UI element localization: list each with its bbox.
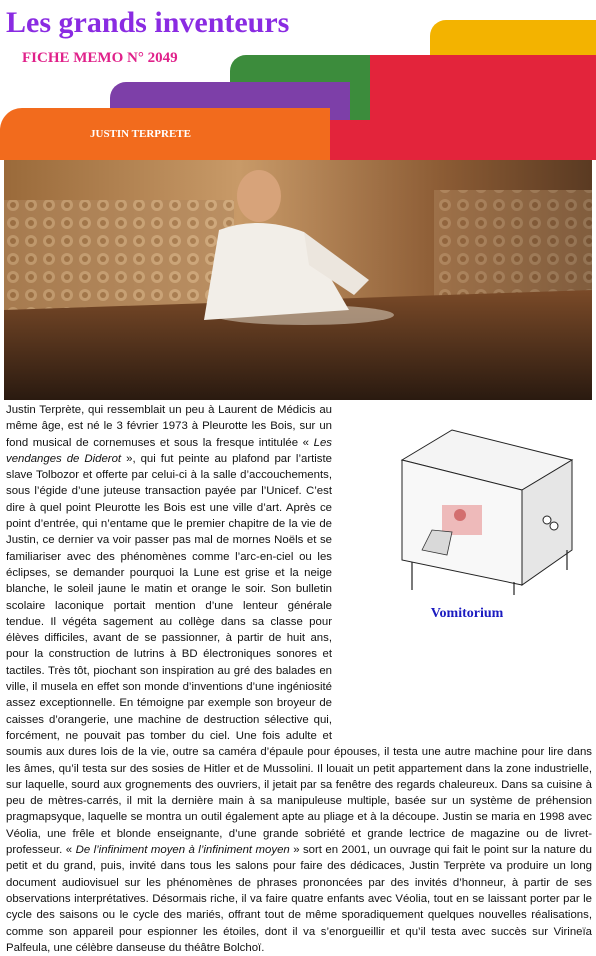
memo-number: FICHE MEMO N° 2049 [22,50,178,66]
page-title: Les grands inventeurs [6,6,290,39]
article-paragraph-2: », qui fut peinte au plafond par l’artiste slave Tolbozor et offerte par celui-ci à la salle d’accouchements, sous l’égide d’une juteuse transaction payée par l’Unicef. C’est dire à quel point Pleurotte les Bois est une ville d’art. Après ce point d’entrée, qui n’entame que le premier chapitre de la vie de Justin, ce dernier va voir passer pas mal de mornes Noëls et se familiariser avec des phénomènes comme l’arc-en-ciel ou les éclipses, se demander pourquoi la Lune est grise et la neige blanche, le soleil jaune le matin et orange le soir. Son bulletin scolaire laconique portait mention d’une lenteur générale tendue. Il végéta sagement au collège dans sa classe pour élèves difficiles, avant de se passionner, à partir de huit ans, pour la construction de lutrins à BD électroniques sonores et tactiles. Très tôt, piochant son inspiration au gré des balades en ville, il musela en effet son monde d’inventions d’une ingéniosité assez exceptionnelle. En témoigne par exemple son broyeur de caisses d’orangerie, une machine de destruction sélective qui, forcément, ne pouvait pas tomber du ciel. Une fois adulte et soumis aux dures lois de la vie, outre sa caméra d’épaule pour épouses, il testa une autre machine pour lire dans les âmes, qu’il testa sur des sosies de Hitler et de Mussolini. Il louait un petit appartement dans la zone industrielle, sur laquelle, sourd aux grognements des ouvriers, il jetait par sa fenêtre des regards chaleureux. Dans sa cuisine à peu de mètres-carrés, il mit la dernière main à sa manipuleuse multiple, basée sur un système de préhension pragmapsyque, laquelle se montra un outil également apte au pliage et à la découpe. Justin se maria en 1998 avec Véolia, une frêle et blonde enseignante, d’une grande sobriété et grande lectrice de magazine ou de livret-professeur. « [6,452,592,857]
vomitorium-drawing [342,410,592,600]
article-body [6,402,592,956]
vomitorium-figure [342,410,592,734]
article-paragraph-1: Justin Terprète, qui ressemblait un peu à Laurent de Médicis au même âge, est né le 3 février 1973 à Pleurotte les Bois, sur un fond musical de cornemuses et sous la fresque intitulée « [6,404,332,449]
header-banner [0,0,596,160]
inventor-photo [4,160,592,400]
artwork-title: Les vendanges de Diderot [6,436,332,465]
book-title: De l’infiniment moyen à l’infiniment moyen [75,844,290,857]
byline: JUSTIN TERPRETE [90,128,191,140]
article-paragraph-3: » sort en 2001, un ouvrage qui fait le point sur la nature du petit et du grand, puis, invité dans tous les salons pour faire des dédicaces, Justin Terprète va produire un long document audiovisuel sur les phénomènes de phrases prononcées par des invités d’honneur, à partir de ses observations interprétatives. Désormais riche, il va faire quatre enfants avec Véolia, tout en se laissant porter par le cycle des saisons ou le cycle des mariés, offrant tout de même sporadiquement quelques nouvelles réalisations, comme son appareil pour espionner les étoiles, dont il va s’enorgueillir et qu’il testa avec succès sur Virineïa Palfeula, une célèbre danseuse du théâtre Bolchoï. [6,844,592,954]
band-photo-top [330,120,596,160]
figure-caption: Vomitorium [430,606,504,621]
